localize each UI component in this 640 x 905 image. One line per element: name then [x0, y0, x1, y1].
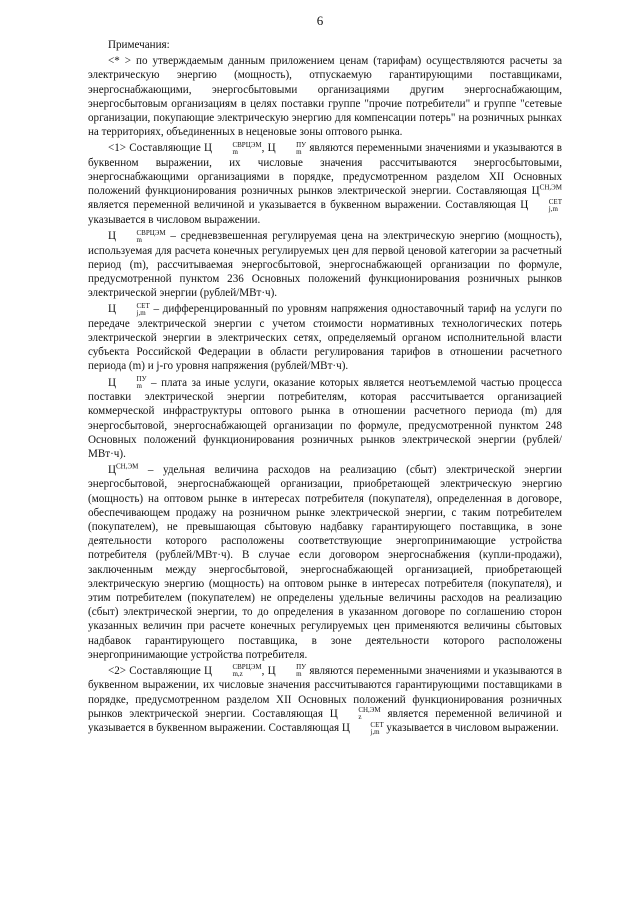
symbol-c-set-jm: Ц СЕТ j,m	[520, 197, 562, 213]
symbol-c-svrcem-m: Ц СВРЦЭМ m	[203, 140, 262, 156]
symbol-c-sn-em: $Ц^{СН,ЭМ}$	[531, 183, 562, 198]
notes-content	[88, 38, 562, 738]
note-asterisk: <* > по утверждаемым данным приложением ценам (тарифам) осуществляются расчеты за электрическую энергию (мощность), отпускаемую гарантирующими поставщиками, энергоснабжающими, энергосбытовыми организациями другим энергоснабжающим, энергосбытовым организациям в целях поставки группе "прочие потребители" и группе "сетевые организации, покупающие электрическую энергию для компенсации потерь" на розничных рынках на территориях, объединенных в неценовые зоны оптового рынка.	[88, 55, 562, 139]
definition-pu: Ц ПУ m – плата за иные услуги, оказание которых является неотъемлемой частью процесса поставки электрической энергии потребителям, которая рассчитывается организацией коммерческой инфраструктуры оптового рынка в отношении расчетного периода (m) для энергосбытовой, энергоснабжающей организации по формуле, предусмотренной пунктом 248 Основных положений функционирования розничных рынков электрической энергии (рублей/МВт·ч).	[88, 375, 562, 460]
note-1: <1> Составляющие Ц СВРЦЭМ m , Ц ПУ m являются переменными значениями и указываются в буквенном выражении, их числовые значения рассчитываются энергосбытовыми, энергоснабжающими организациями в порядке, предусмотренном разделом XII Основных положений функционирования розничных рынков электрической энергии. Составляющая $Ц^{СН,ЭМ}$ является переменной величиной и указывается в буквенном выражении. Составляющая Ц СЕТ j,m указывается в числовом выражении.	[88, 140, 563, 226]
symbol-c-pu-m: Ц ПУ m	[108, 375, 147, 391]
symbol-c-sn-em: $Ц^{СН,ЭМ}$	[108, 462, 139, 477]
symbol-c-pu-m: Ц ПУ m	[267, 140, 307, 156]
symbol-c-svrcem-m: Ц СВРЦЭМ m	[108, 228, 166, 244]
page-number: 6	[316, 13, 324, 28]
definition-sn-em: $Ц^{СН,ЭМ}$ – удельная величина расходов на реализацию (сбыт) электрической энергии энергосбытовой, энергоснабжающей организации, приобретающей электрическую энергию (мощность) на оптовом рынке в интересах потребителя (покупателя), определенная в договоре, обеспечивающем продажу на розничном рынке электрической энергии, с таким потребителем (покупателем), не превышающая сбытовую надбавку гарантирующего поставщика, в зоне деятельности которого расположены соответствующие энергопринимающие устройства потребителя (рублей/МВт·ч). В случае если договором энергоснабжения (купли-продажи), заключенным между энергосбытовой, энергоснабжающей организацией, приобретающей электрическую энергию (мощность) на оптовом рынке в интересах потребителя (покупателя), и этим потребителем (покупателем) не определены удельные величины расходов на реализацию (сбыт) электрической энергии, то до определения в указанном договоре по соглашению сторон указанных величин при расчете конечных регулируемых цен применяются величины сбытовых надбавок гарантирующего поставщика, в зоне деятельности которого расположены энергопринимающие устройства потребителя.	[88, 462, 562, 661]
symbol-c-set-jm: Ц СЕТ j,m	[341, 720, 384, 736]
symbol-c-svrcem-mz: Ц СВРЦЭМ m,z	[203, 663, 262, 679]
definition-svrcem: Ц СВРЦЭМ m – средневзвешенная регулируемая цена на электрическую энергию (мощность), используемая для расчета конечных регулируемых цен для первой ценовой категории за расчетный период (m), рассчитываемая энергосбытовой, энергоснабжающей организации по формуле, предусмотренной пунктом 236 Основных положений функционирования розничных рынков электрической энергии (рублей/МВт·ч).	[88, 228, 562, 300]
symbol-c-sn-em-z: Ц СН,ЭМ z	[329, 706, 381, 722]
symbol-c-pu-m: Ц ПУ m	[267, 663, 307, 679]
note-2: <2> Составляющие Ц СВРЦЭМ m,z , Ц ПУ m являются переменными значениями и указываются в буквенном выражении, их числовые значения рассчитываются гарантирующими поставщиками в порядке, предусмотренном разделом XII Основных положений функционирования розничных рынков электрической энергии. Составляющая Ц СН,ЭМ z является переменной величиной и указывается в буквенном выражении. Составляющая Ц СЕТ j,m указывается в числовом выражении.	[88, 663, 563, 736]
notes-heading: Примечания:	[108, 39, 170, 51]
definition-set: Ц СЕТ j,m – дифференцированный по уровням напряжения одноставочный тариф на услуги по передаче электрической энергии с учетом стоимости нормативных технологических потерь электрической энергии в электрических сетях, определяемый органом исполнительной власти субъекта Российской Федерации в области регулирования тарифов в отношении расчетного периода (m) и j-го уровня напряжения (рублей/МВт·ч).	[88, 301, 562, 373]
symbol-c-set-jm: Ц СЕТ j,m	[108, 301, 150, 317]
